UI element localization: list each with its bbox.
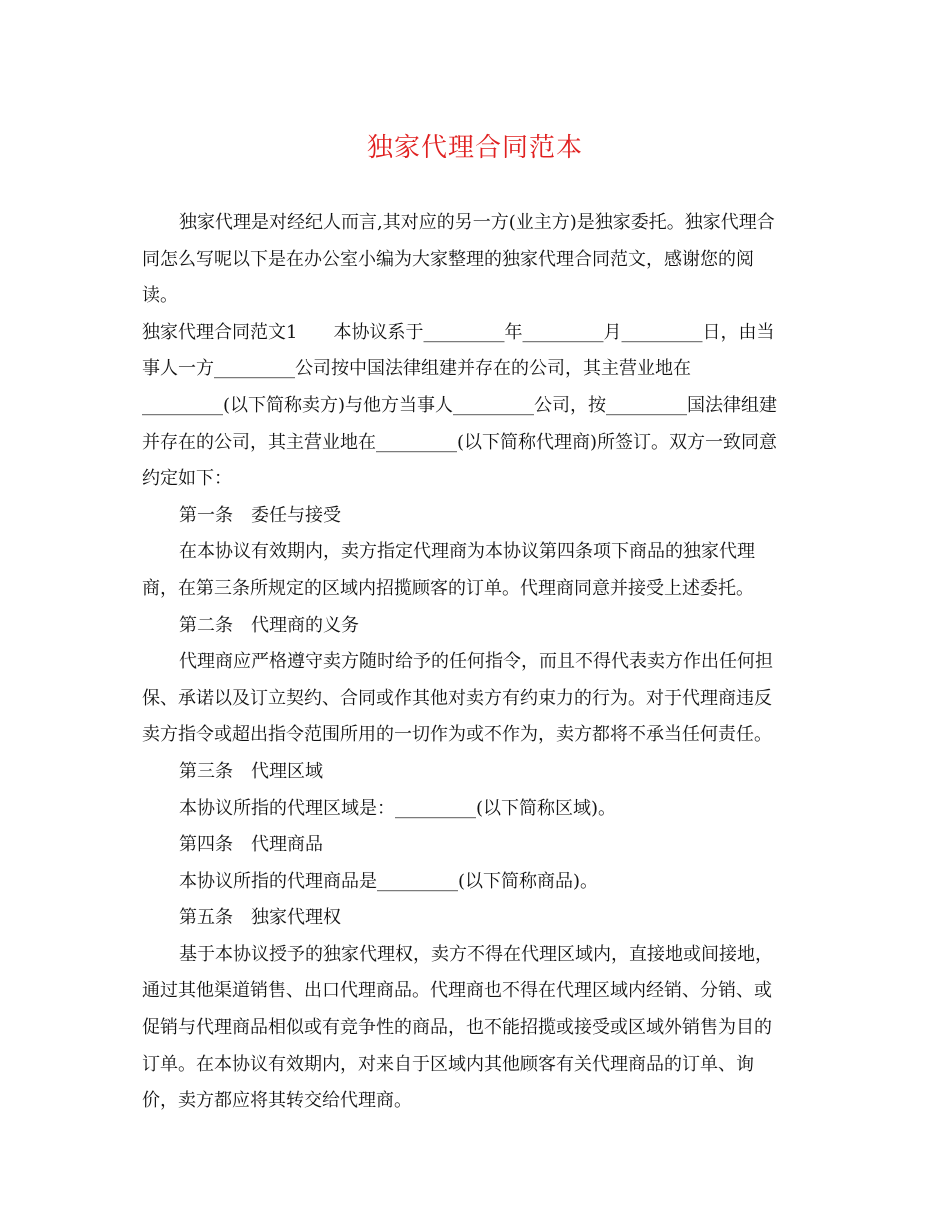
text-line: 独家代理合同范文1 本协议系于_________年_________月_________日，由当 (142, 321, 775, 343)
text-line: 基于本协议授予的独家代理权，卖方不得在代理区域内，直接地或间接地， (179, 943, 773, 965)
text-line: 订单。在本协议有效期内，对来自于区域内其他顾客有关代理商品的订单、询 (142, 1053, 754, 1075)
text-line: 独家代理是对经纪人而言,其对应的另一方(业主方)是独家委托。独家代理合 (179, 212, 775, 233)
text-line: 通过其他渠道销售、出口代理商品。代理商也不得在代理区域内经销、分销、或 (142, 980, 772, 1002)
text-line: 并存在的公司，其主营业地在_________(以下简称代理商)所签订。双方一致同意 (142, 431, 778, 453)
text-line: 本协议所指的代理商品是_________(以下简称商品)。 (179, 870, 599, 892)
text-line: 同怎么写呢以下是在办公室小编为大家整理的独家代理合同范文，感谢您的阅 (142, 248, 754, 270)
text-line: 价，卖方都应将其转交给代理商。 (142, 1090, 412, 1112)
text-line: 代理商应严格遵守卖方随时给予的任何指令，而且不得代表卖方作出任何担 (179, 651, 773, 673)
text-line: _________(以下简称卖方)与他方当事人_________公司，按_________国法律组建 (142, 394, 778, 416)
text-line: 商，在第三条所规定的区域内招揽顾客的订单。代理商同意并接受上述委托。 (142, 577, 754, 599)
document-title: 独家代理合同范本 (366, 133, 583, 163)
text-line: 本协议所指的代理区域是：_________(以下简称区域)。 (179, 797, 617, 819)
text-line: 卖方指令或超出指令范围所用的一切作为或不作为，卖方都将不承当任何责任。 (142, 724, 772, 746)
document-body (142, 205, 814, 1120)
text-line: 第四条 代理商品 (179, 834, 323, 856)
text-line: 读。 (142, 285, 178, 307)
text-line: 事人一方_________公司按中国法律组建并存在的公司，其主营业地在 (142, 358, 691, 380)
text-line: 保、承诺以及订立契约、合同或作其他对卖方有约束力的行为。对于代理商违反 (142, 687, 772, 709)
text-line: 在本协议有效期内，卖方指定代理商为本协议第四条项下商品的独家代理 (179, 541, 755, 563)
text-line: 第五条 独家代理权 (179, 907, 341, 929)
text-line: 第三条 代理区域 (179, 760, 323, 782)
text-line: 第二条 代理商的义务 (179, 614, 359, 636)
text-line: 第一条 委任与接受 (179, 504, 341, 526)
text-line: 促销与代理商品相似或有竞争性的商品，也不能招揽或接受或区域外销售为目的 (142, 1017, 772, 1039)
text-line: 约定如下： (142, 468, 232, 490)
